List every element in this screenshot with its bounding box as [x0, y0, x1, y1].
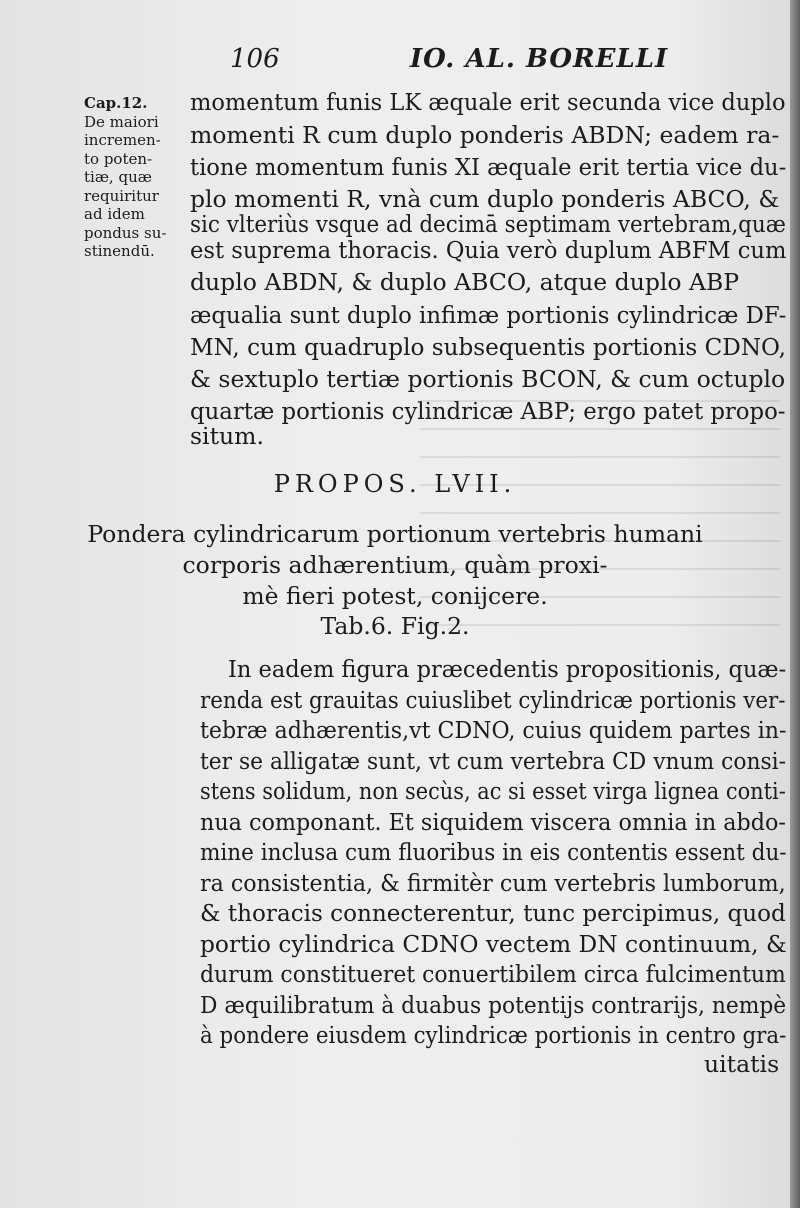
paragraph-line: portio cylindrica CDNO vectem DN continuum, & — [200, 930, 787, 958]
margin-note-line: requiritur — [84, 186, 159, 205]
proposition-heading: PROPOS. LVII. — [273, 470, 517, 498]
page-edge — [790, 0, 800, 1208]
body-line: plo momenti R, vnà cum duplo ponderis ABCO, & — [190, 185, 780, 213]
enunciation-line: corporis adhærentium, quàm proxi- — [182, 551, 608, 579]
body-line: æqualia sunt duplo infimæ portionis cylindricæ DF- — [190, 301, 787, 329]
margin-note-line: tiæ, quæ — [84, 168, 152, 186]
paragraph-line: nua componant. Et siquidem viscera omnia in abdo- — [200, 808, 786, 836]
body-line: momentum funis LK æquale erit secunda vice duplo — [190, 88, 786, 116]
paragraph-line: In eadem figura præcedentis propositionis, quæ- — [228, 655, 787, 683]
paragraph-line: D æquilibratum à duabus potentijs contrarijs, nempè — [200, 991, 787, 1019]
body-line: quartæ portionis cylindricæ ABP; ergo patet propo- — [190, 397, 786, 425]
enunciation-line: mè fieri potest, conijcere. — [242, 582, 548, 610]
margin-note-line: ad idem — [84, 205, 145, 223]
paragraph-line: à pondere eiusdem cylindricæ portionis in centro gra- — [200, 1021, 787, 1049]
paragraph-line: stens solidum, non secùs, ac si esset virga lignea conti- — [200, 777, 786, 805]
body-line: sic vlteriùs vsque ad decimā septimam vertebram,quæ — [190, 210, 786, 238]
catchword: uitatis — [704, 1050, 780, 1078]
margin-note-line: to poten- — [84, 149, 153, 168]
margin-note-line: stinendū. — [84, 242, 155, 260]
body-line: tione momentum funis XI æquale erit tertia vice du- — [190, 153, 787, 181]
body-line: momenti R cum duplo ponderis ABDN; eadem ra- — [190, 121, 780, 149]
margin-note-line: pondus su- — [84, 223, 167, 242]
body-line: duplo ABDN, & duplo ABCO, atque duplo ABP — [190, 268, 740, 296]
margin-note-line: Cap.12. — [84, 94, 148, 112]
paragraph-line: durum constitueret conuertibilem circa fulcimentum — [200, 960, 786, 988]
margin-note-line: De maiori — [84, 112, 159, 131]
page-number: 106 — [230, 44, 280, 74]
body-line: & sextuplo tertiæ portionis BCON, & cum octuplo — [190, 365, 786, 393]
paragraph-line: renda est grauitas cuiuslibet cylindricæ portionis ver- — [200, 686, 786, 714]
page-header — [0, 44, 790, 84]
paragraph-line: & thoracis connecterentur, tunc percipimus, quod — [200, 899, 786, 927]
paragraph-line: ter se alligatæ sunt, vt cum vertebra CD vnum consi- — [200, 747, 786, 775]
body-line: MN, cum quadruplo subsequentis portionis CDNO, — [190, 333, 786, 361]
body-line: situm. — [190, 422, 264, 450]
paragraph-line: mine inclusa cum fluoribus in eis contentis essent du- — [200, 838, 787, 866]
figure-reference: Tab.6. Fig.2. — [320, 612, 470, 640]
margin-note-line: incremen- — [84, 131, 161, 149]
paragraph-line: ra consistentia, & firmitèr cum vertebris lumborum, — [200, 869, 786, 897]
enunciation-line: Pondera cylindricarum portionum vertebris humani — [87, 520, 703, 548]
paragraph-line: tebræ adhærentis,vt CDNO, cuius quidem partes in- — [200, 716, 787, 744]
body-line: est suprema thoracis. Quia verò duplum ABFM cum — [190, 236, 787, 264]
margin-note — [84, 94, 182, 261]
running-head: IO. AL. BORELLI — [410, 44, 669, 74]
